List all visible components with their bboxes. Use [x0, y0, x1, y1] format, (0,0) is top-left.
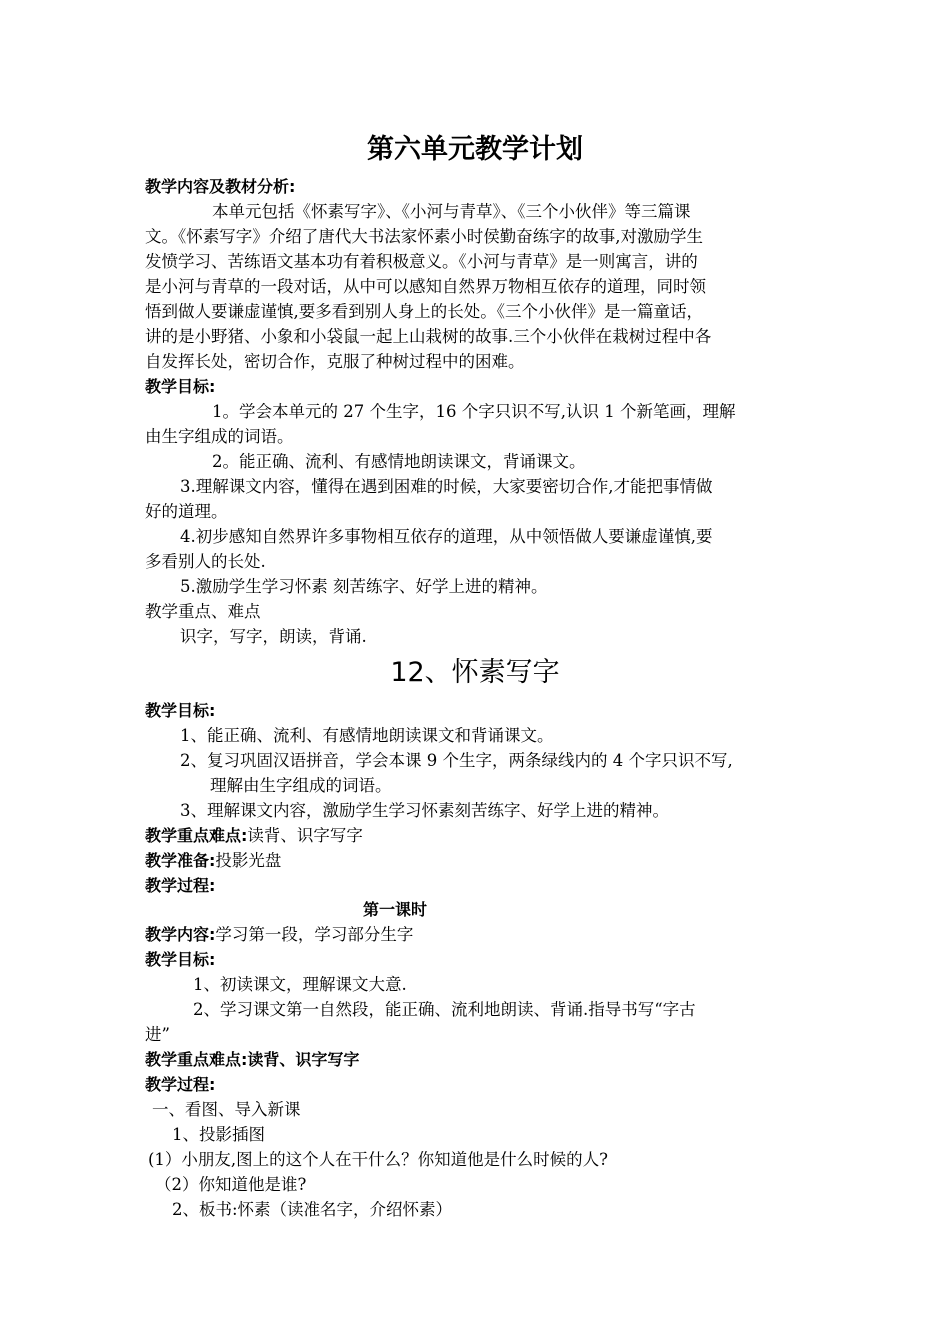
unit-goals-heading: 教学目标:: [145, 377, 216, 396]
unit-goal-line: 好的道理。: [145, 502, 228, 521]
process-line: (1）小朋友,图上的这个人在干什么？你知道他是什么时候的人?: [148, 1150, 609, 1169]
unit-goal-line: 2。能正确、流利、有感情地朗读课文，背诵课文。: [212, 452, 586, 471]
unit-plan-title: 第六单元教学计划: [367, 134, 583, 165]
content-line: 讲的是小野猪、小象和小袋鼠一起上山栽树的故事.三个小伙伴在栽树过程中各: [145, 327, 712, 346]
period-goal-line: 2、学习课文第一自然段，能正确、流利地朗读、背诵.指导书写“字古: [193, 1000, 696, 1019]
lesson-prep-value: 投影光盘: [215, 851, 282, 870]
process-line: （2）你知道他是谁?: [155, 1175, 307, 1194]
lesson-goal-line: 3、理解课文内容，激励学生学习怀素刻苦练字、好学上进的精神。: [180, 801, 669, 820]
lesson-title: 12、怀素写字: [390, 657, 560, 688]
lesson-prep-row: [145, 850, 281, 872]
period-content-label: 教学内容:: [145, 925, 216, 944]
lesson-goal-line: 1、能正确、流利、有感情地朗读课文和背诵课文。: [180, 726, 554, 745]
period-content-row: [145, 924, 413, 946]
unit-key-heading: 教学重点、难点: [145, 602, 261, 621]
content-line: 自发挥长处，密切合作，克服了种树过程中的困难。: [145, 352, 525, 371]
process-line: 1、投影插图: [172, 1125, 265, 1144]
lesson-key-row: [145, 825, 363, 847]
process-line: 一、看图、导入新课: [152, 1100, 301, 1119]
content-line: 悟到做人要谦虚谨慎,要多看到别人身上的长处。《三个小伙伴》是一篇童话，: [145, 302, 703, 321]
unit-goal-line: 4.初步感知自然界许多事物相互依存的道理，从中领悟做人要谦虚谨慎,要: [180, 527, 713, 546]
period-goals-heading: 教学目标:: [145, 950, 216, 969]
unit-goal-line: 由生字组成的词语。: [145, 427, 294, 446]
period-title: 第一课时: [362, 900, 427, 919]
content-line: 发愤学习、苦练语文基本功有着积极意义。《小河与青草》是一则寓言，讲的: [145, 252, 698, 271]
lesson-goal-line: 2、复习巩固汉语拼音，学会本课 9 个生字，两条绿线内的 4 个字只识不写,: [180, 751, 733, 770]
unit-goal-line: 1。学会本单元的 27 个生字，16 个字只识不写,认识 1 个新笔画，理解: [212, 402, 736, 421]
content-analysis-heading: 教学内容及教材分析:: [145, 177, 296, 196]
unit-goal-line: 5.激励学生学习怀素 刻苦练字、好学上进的精神。: [180, 577, 548, 596]
lesson-prep-label: 教学准备:: [145, 851, 216, 870]
lesson-goals-heading: 教学目标:: [145, 701, 216, 720]
lesson-process-heading: 教学过程:: [145, 876, 216, 895]
content-line: 本单元包括《怀素写字》、《小河与青草》、《三个小伙伴》等三篇课: [212, 202, 691, 221]
content-line: 是小河与青草的一段对话，从中可以感知自然界万物相互依存的道理，同时领: [145, 277, 706, 296]
unit-key-text: 识字，写字，朗读，背诵.: [180, 627, 367, 646]
period-key-text: 教学重点难点:读背、识字写字: [145, 1050, 360, 1069]
unit-goal-line: 3.理解课文内容，懂得在遇到困难的时候，大家要密切合作,才能把事情做: [180, 477, 713, 496]
unit-goal-line: 多看别人的长处.: [145, 552, 266, 571]
period-process-heading: 教学过程:: [145, 1075, 216, 1094]
content-line: 文。《怀素写字》介绍了唐代大书法家怀素小时侯勤奋练字的故事,对激励学生: [145, 227, 703, 246]
lesson-goal-line: 理解由生字组成的词语。: [210, 776, 392, 795]
period-goal-line: 进”: [145, 1025, 170, 1044]
lesson-key-label: 教学重点难点:: [145, 826, 248, 845]
period-goal-line: 1、初读课文，理解课文大意.: [193, 975, 407, 994]
process-line: 2、板书:怀素（读准名字，介绍怀素）: [172, 1200, 453, 1219]
period-content-value: 学习第一段，学习部分生字: [215, 925, 414, 944]
lesson-key-value: 读背、识字写字: [247, 826, 363, 845]
